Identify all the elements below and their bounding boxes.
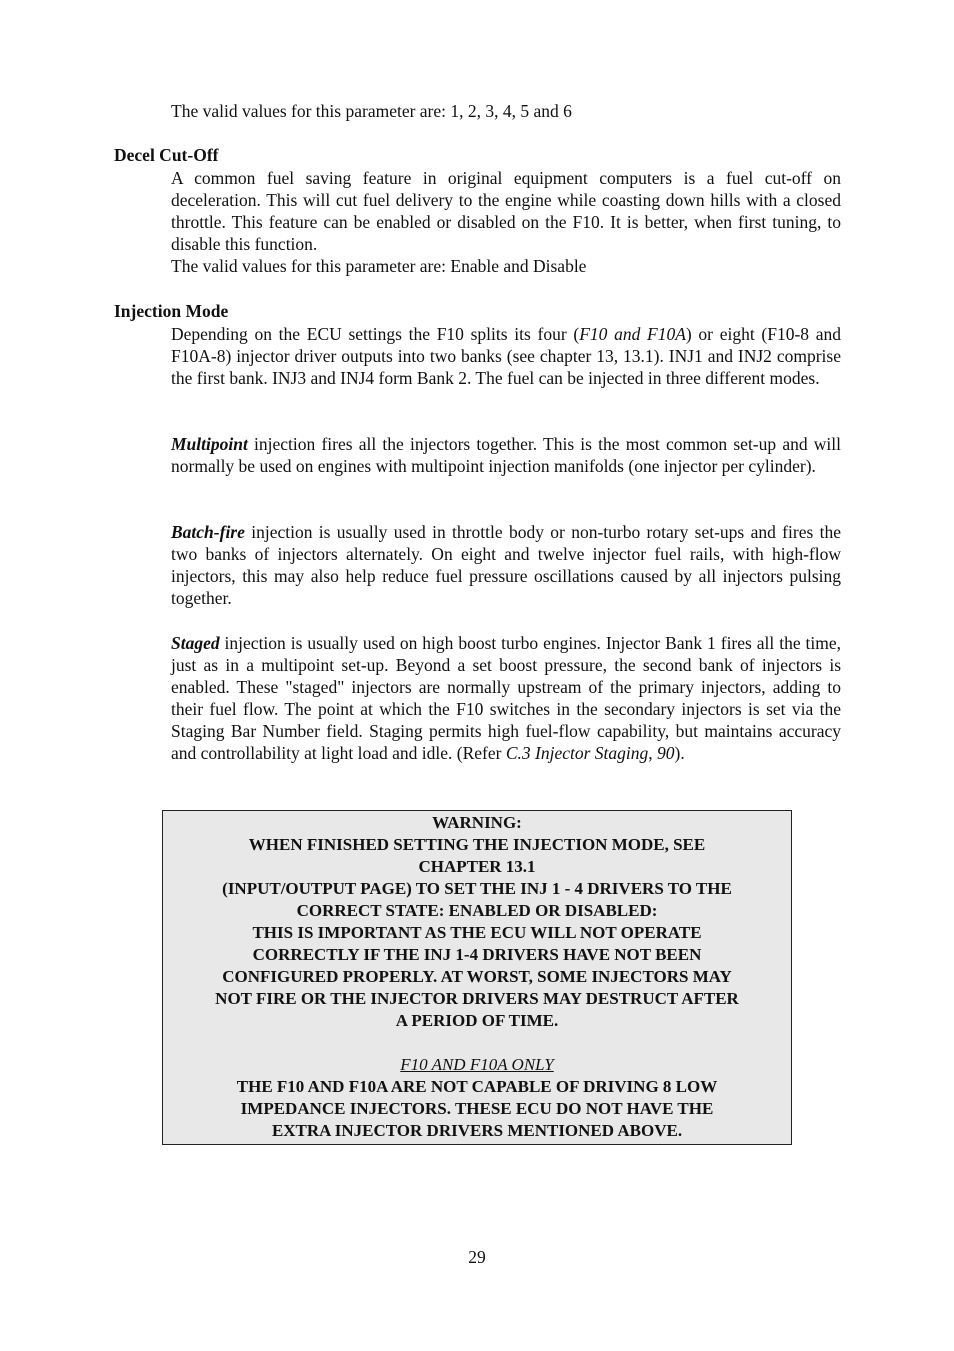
injection-mode-heading: Injection Mode	[114, 301, 229, 321]
staged-end: ).	[674, 743, 685, 763]
stages-valid-values: The valid values for this parameter are: 1, 2, 3, 4, 5 and 6	[171, 101, 572, 121]
warning-line: EXTRA INJECTOR DRIVERS MENTIONED ABOVE.	[271, 1121, 683, 1140]
multipoint-text: injection fires all the injectors together. This is the most common set-up and will normally be used on engines with multipoint injection manifolds (one injector per cylinder).	[171, 434, 841, 476]
batch-fire-text: injection is usually used in throttle body or non-turbo rotary set-ups and fires the two banks of injectors alternately. On eight and twelve injector fuel rails, with high-flow injectors, this may also help reduce fuel pressure oscillations caused by all injectors pulsing together.	[171, 522, 841, 608]
warning-line: A PERIOD OF TIME.	[395, 1011, 559, 1030]
multipoint-term: Multipoint	[171, 434, 248, 454]
warning-line: CORRECT STATE: ENABLED OR DISABLED:	[296, 901, 658, 920]
warning-line: NOT FIRE OR THE INJECTOR DRIVERS MAY DESTRUCT AFTER	[215, 989, 739, 1008]
staged-paragraph	[171, 632, 841, 764]
warning-line: CORRECTLY IF THE INJ 1-4 DRIVERS HAVE NOT BEEN	[252, 945, 702, 964]
batch-fire-paragraph	[171, 521, 841, 609]
warning-line: WHEN FINISHED SETTING THE INJECTION MODE, SEE	[248, 835, 706, 854]
page-number: 29	[468, 1247, 486, 1267]
decel-valid-values: The valid values for this parameter are: Enable and Disable	[171, 256, 587, 276]
injection-mode-intro	[171, 323, 841, 389]
warning-line: WARNING:	[432, 813, 522, 832]
staged-reference: C.3 Injector Staging, 90	[505, 743, 675, 763]
batch-fire-term: Batch-fire	[171, 522, 245, 542]
warning-line: IMPEDANCE INJECTORS. THESE ECU DO NOT HAVE THE	[240, 1099, 714, 1118]
warning-subheading: F10 AND F10A ONLY	[400, 1055, 554, 1074]
staged-term: Staged	[171, 633, 220, 653]
warning-line: CHAPTER 13.1	[418, 857, 536, 876]
warning-line: (INPUT/OUTPUT PAGE) TO SET THE INJ 1 - 4 DRIVERS TO THE	[222, 879, 732, 898]
intro-text-b: ) or eight (F10-8 and F10A-8) injector driver outputs into two banks (see chapter 13, 13.1). INJ1 and INJ2 comprise the first bank. INJ3 and INJ4 form Bank 2. The fuel can be injected in three different modes.	[171, 324, 841, 388]
intro-italic: F10 and F10A	[579, 324, 686, 344]
intro-text-a: Depending on the ECU settings the F10 splits its four (	[171, 324, 580, 344]
warning-box	[162, 810, 792, 1145]
warning-line: THIS IS IMPORTANT AS THE ECU WILL NOT OPERATE	[252, 923, 702, 942]
warning-line: CONFIGURED PROPERLY. AT WORST, SOME INJECTORS MAY	[222, 967, 732, 986]
multipoint-paragraph	[171, 433, 841, 477]
decel-cutoff-body: A common fuel saving feature in original equipment computers is a fuel cut-off on deceleration. This will cut fuel delivery to the engine while coasting down hills with a closed throttle. This feature can be enabled or disabled on the F10. It is better, when first tuning, to disable this function.	[171, 168, 841, 254]
decel-cutoff-heading: Decel Cut-Off	[114, 145, 219, 165]
warning-line: THE F10 AND F10A ARE NOT CAPABLE OF DRIVING 8 LOW	[236, 1077, 718, 1096]
staged-text: injection is usually used on high boost turbo engines. Injector Bank 1 fires all the time, just as in a multipoint set-up. Beyond a set boost pressure, the second bank of injectors is enabled. These "staged" injectors are normally upstream of the primary injectors, adding to their fuel flow. The point at which the F10 switches in the secondary injectors is set via the Staging Bar Number field. Staging permits high fuel-flow capability, but maintains accuracy and controllability at light load and idle. (Refer	[171, 633, 841, 763]
